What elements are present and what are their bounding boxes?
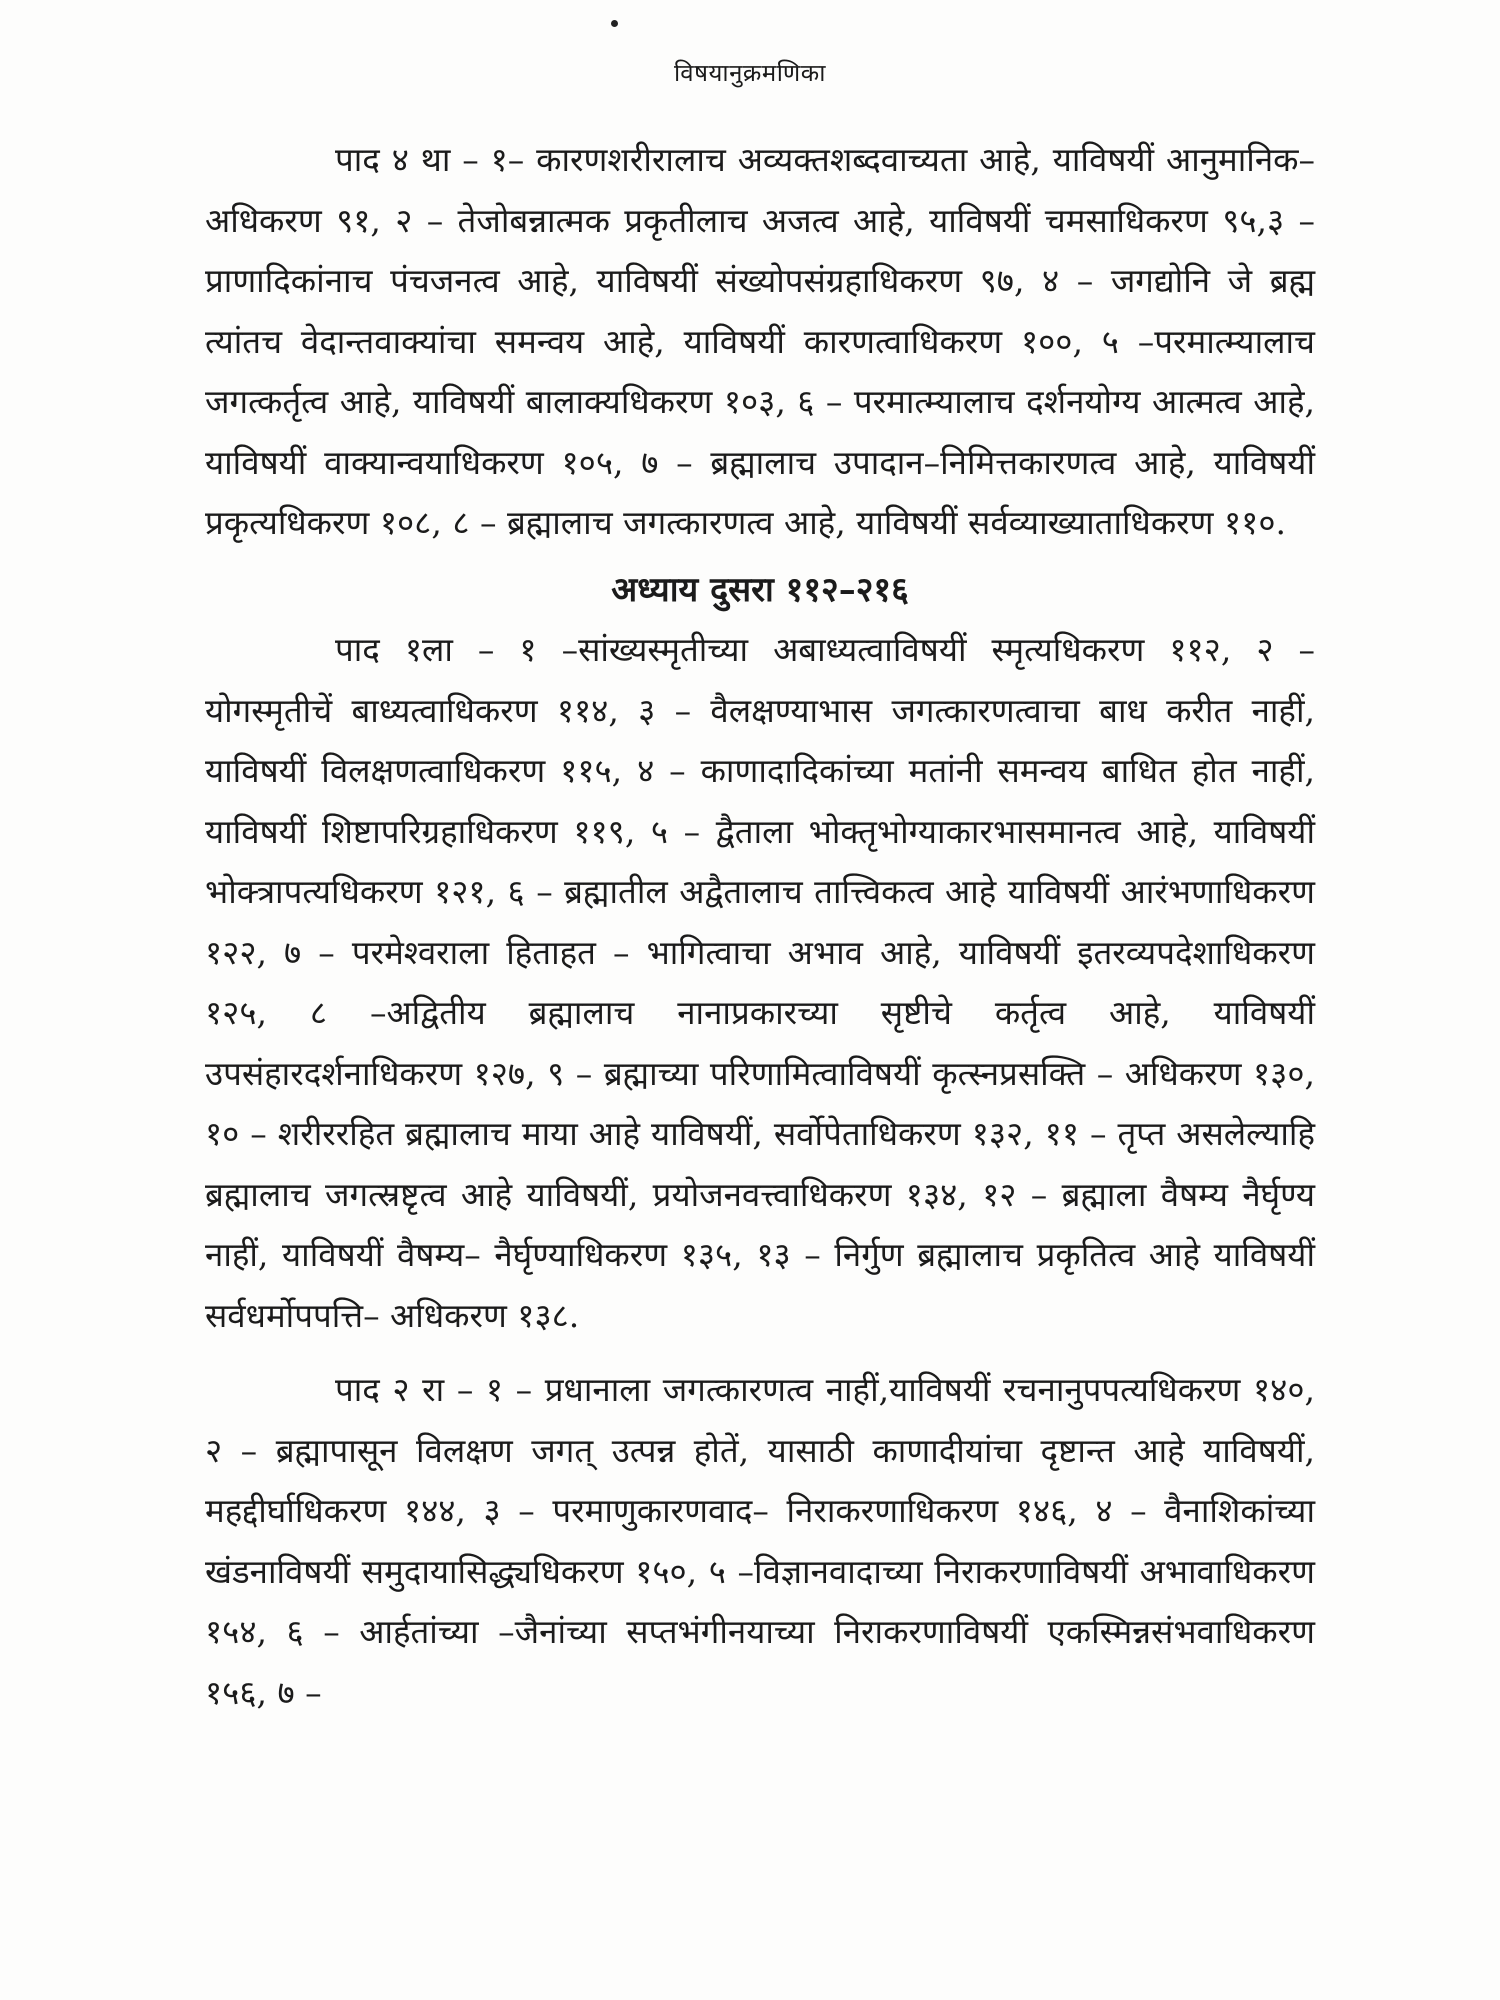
paragraph-pada-4: पाद ४ था – १– कारणशरीरालाच अव्यक्तशब्दवाच्यता आहे, याविषयीं आनुमानिक–अधिकरण ९१, २ – तेजोबन्नात्मक प्रकृतीलाच अजत्व आहे, याविषयीं चमसाधिकरण ९५,३ – प्राणादिकांनाच पंचजनत्व आहे, याविषयीं संख्योपसंग्रहाधिकरण ९७, ४ – जगद्योनि जे ब्रह्म त्यांतच वेदान्तवाक्यांचा समन्वय आहे, याविषयीं कारणत्वाधिकरण १००, ५ –परमात्म्यालाच जगत्कर्तृत्व आहे, याविषयीं बालाक्यधिकरण १०३, ६ – परमात्म्यालाच दर्शनयोग्य आत्मत्व आहे, याविषयीं वाक्यान्वयाधिकरण १०५, ७ – ब्रह्मालाच उपादान–निमित्तकारणत्व आहे, याविषयीं प्रकृत्यधिकरण १०८, ८ – ब्रह्मालाच जगत्कारणत्व आहे, याविषयीं सर्वव्याख्याताधिकरण ११०.: [205, 140, 1315, 542]
running-header: विषयानुक्रमणिका: [674, 59, 826, 87]
paragraph-pada-2: पाद २ रा – १ – प्रधानाला जगत्कारणत्व नाहीं,याविषयीं रचनानुपपत्यधिकरण १४०, २ – ब्रह्मापासून विलक्षण जगत् उत्पन्न होतें, यासाठी काणादीयांचा दृष्टान्त आहे याविषयीं, महद्दीर्घाधिकरण १४४, ३ – परमाणुकारणवाद– निराकरणाधिकरण १४६, ४ – वैनाशिकांच्या खंडनाविषयीं समुदायासिद्ध्यधिकरण १५०, ५ –विज्ञानवादाच्या निराकरणाविषयीं अभावाधिकरण १५४, ६ – आर्हतांच्या –जैनांच्या सप्तभंगीनयाच्या निराकरणाविषयीं एकस्मिन्नसंभवाधिकरण १५६, ७ –: [205, 1370, 1315, 1712]
chapter-heading: अध्याय दुसरा ११२–२१६: [611, 569, 909, 610]
ink-dot: [611, 20, 618, 27]
page-body: [205, 130, 1315, 1723]
paragraph-pada-1: पाद १ला – १ –सांख्यस्मृतीच्या अबाध्यत्वाविषयीं स्मृत्यधिकरण ११२, २ – योगस्मृतीचें बाध्यत्वाधिकरण ११४, ३ – वैलक्षण्याभास जगत्कारणत्वाचा बाध करीत नाहीं, याविषयीं विलक्षणत्वाधिकरण ११५, ४ – काणादादिकांच्या मतांनी समन्वय बाधित होत नाहीं, याविषयीं शिष्टापरिग्रहाधिकरण ११९, ५ – द्वैताला भोक्तृभोग्याकारभासमानत्व आहे, याविषयीं भोक्त्रापत्यधिकरण १२१, ६ – ब्रह्मातील अद्वैतालाच तात्त्विकत्व आहे याविषयीं आरंभणाधिकरण १२२, ७ – परमेश्वराला हिताहत – भागित्वाचा अभाव आहे, याविषयीं इतरव्यपदेशाधिकरण १२५, ८ –अद्वितीय ब्रह्मालाच नानाप्रकारच्या सृष्टीचे कर्तृत्व आहे, याविषयीं उपसंहारदर्शनाधिकरण १२७, ९ – ब्रह्माच्या परिणामित्वाविषयीं कृत्स्नप्रसक्ति – अधिकरण १३०, १० – शरीररहित ब्रह्मालाच माया आहे याविषयीं, सर्वोपेताधिकरण १३२, ११ – तृप्त असलेल्याहि ब्रह्मालाच जगत्स्रष्टृत्व आहे याविषयीं, प्रयोजनवत्त्वाधिकरण १३४, १२ – ब्रह्माला वैषम्य नैर्घृण्य नाहीं, याविषयीं वैषम्य– नैर्घृण्याधिकरण १३५, १३ – निर्गुण ब्रह्मालाच प्रकृतित्व आहे याविषयीं सर्वधर्मोपपत्ति– अधिकरण १३८.: [205, 630, 1315, 1335]
